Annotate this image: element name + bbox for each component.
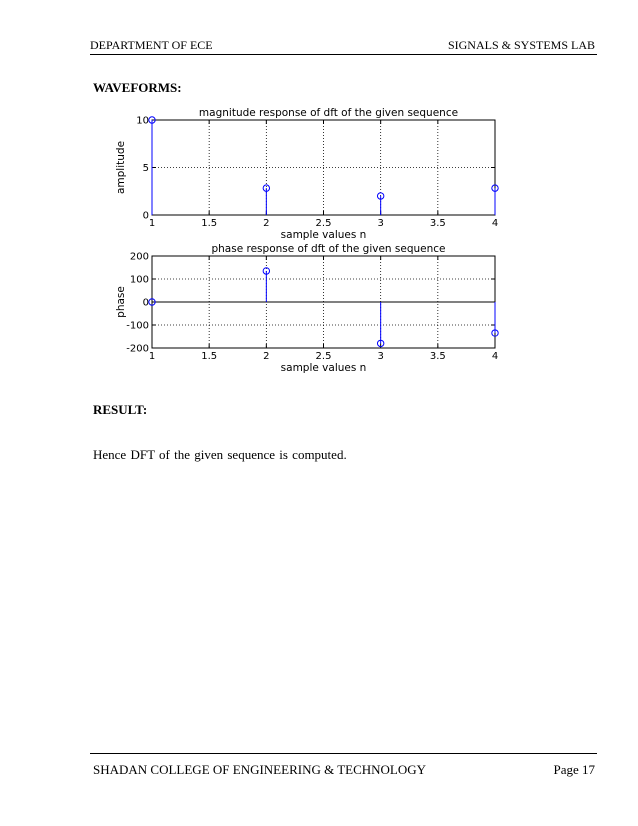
x-tick-label: 3.5 [429, 218, 446, 229]
y-axis-label: phase [115, 286, 127, 318]
chart-title: phase response of dft of the given sequence [211, 243, 446, 255]
x-tick-label: 1 [148, 351, 156, 362]
x-axis-label: sample values n [280, 362, 367, 374]
header-lab-name: SIGNALS & SYSTEMS LAB [447, 38, 595, 52]
chart-title: magnitude response of dft of the given sequence [198, 107, 459, 119]
waveforms-heading: WAVEFORMS: [93, 80, 182, 95]
y-tick-label: 200 [129, 251, 149, 263]
result-heading: RESULT: [93, 402, 148, 417]
y-tick-label: -200 [126, 343, 149, 355]
x-tick-label: 3.5 [429, 351, 446, 362]
y-tick-label: 100 [129, 274, 149, 286]
x-tick-label: 2 [263, 218, 270, 229]
x-tick-label: 1 [148, 218, 156, 229]
y-tick-label: 5 [142, 163, 149, 174]
chart-2 [115, 243, 498, 374]
chart-1 [115, 107, 498, 241]
waveform-plots [0, 0, 638, 400]
x-tick-label: 1.5 [201, 351, 218, 362]
y-axis-label: amplitude [115, 140, 127, 195]
footer-page-number: Page 17 [553, 762, 595, 777]
x-tick-label: 4 [491, 218, 499, 229]
y-tick-label: 10 [136, 115, 149, 127]
result-text: Hence DFT of the given sequence is computed. [93, 447, 347, 462]
x-tick-label: 2.5 [315, 351, 332, 362]
x-tick-label: 3 [377, 351, 384, 362]
footer-divider [90, 753, 597, 754]
y-tick-label: 0 [142, 297, 149, 309]
footer-college-name: SHADAN COLLEGE OF ENGINEERING & TECHNOLOGY [93, 762, 427, 777]
x-tick-label: 3 [377, 218, 384, 229]
y-tick-label: 0 [142, 210, 149, 222]
x-tick-label: 2.5 [315, 218, 332, 229]
x-tick-label: 1.5 [201, 218, 218, 229]
x-tick-label: 4 [491, 351, 499, 362]
page-footer [93, 762, 595, 778]
y-tick-label: -100 [126, 320, 149, 332]
header-department: DEPARTMENT OF ECE [90, 38, 213, 52]
x-axis-label: sample values n [280, 229, 367, 241]
x-tick-label: 2 [263, 351, 270, 362]
